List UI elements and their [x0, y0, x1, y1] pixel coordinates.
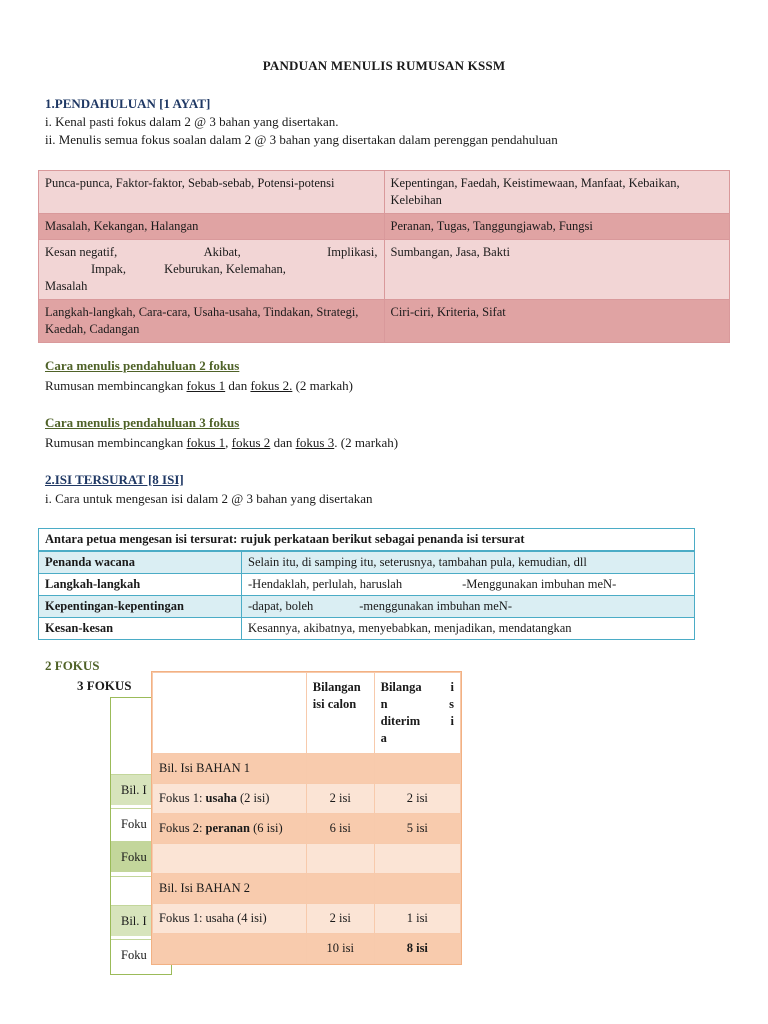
- table-header-cell: Bilangan isi calon: [306, 673, 374, 754]
- table-cell: [374, 754, 460, 784]
- table-row: [39, 596, 695, 618]
- section-heading-isi-tersurat: 2.ISI TERSURAT [8 ISI]: [45, 472, 184, 487]
- header-fragment: i: [450, 714, 454, 728]
- table-cell: Sumbangan, Jasa, Bakti: [384, 240, 730, 300]
- text-segment: (2 isi): [236, 791, 270, 805]
- justified-line: [45, 261, 378, 278]
- row-value: [242, 596, 695, 618]
- table-cell: Peranan, Tugas, Tanggungjawab, Fungsi: [384, 214, 730, 240]
- cell-word: Masalah: [45, 279, 88, 293]
- table-cell: Ciri-ciri, Kriteria, Sifat: [384, 300, 730, 343]
- header-fragment: n: [380, 697, 388, 711]
- fokus-keyword: peranan: [205, 821, 250, 835]
- pendahuluan-line-2: ii. Menulis semua fokus soalan dalam 2 @ 3 bahan yang disertakan dalam perenggan pendahuluan: [45, 132, 558, 147]
- cell-word: Impak,: [91, 262, 127, 276]
- value-part: -Hendaklah, perlulah, haruslah: [248, 577, 403, 591]
- row-key: Penanda wacana: [39, 551, 242, 574]
- table-header-row: [39, 529, 695, 552]
- back-table-row: Foku: [111, 939, 171, 970]
- table-row: [153, 844, 461, 874]
- section-heading-pendahuluan: 1.PENDAHULUAN [1 AYAT]: [45, 96, 211, 111]
- value-part: -Menggunakan imbuhan meN-: [462, 577, 617, 591]
- table-cell: [374, 874, 460, 904]
- cell-word: Keburukan, Kelemahan,: [164, 262, 286, 276]
- text-segment: Fokus 1:: [159, 791, 206, 805]
- back-table-row: Foku: [111, 808, 171, 839]
- row-key: Kepentingan-kepentingan: [39, 596, 242, 618]
- text-segment: ,: [225, 435, 232, 450]
- total-diterima: 8 isi: [374, 934, 460, 964]
- table-header-cell: Antara petua mengesan isi tersurat: rujuk perkataan berikut sebagai penanda isi tersurat: [39, 529, 695, 552]
- table-cell: Fokus 1: usaha (4 isi): [153, 904, 307, 934]
- table-row: [39, 618, 695, 640]
- text-segment: (2 markah): [292, 378, 353, 393]
- text-segment: . (2 markah): [334, 435, 399, 450]
- value-part: -menggunakan imbuhan meN-: [359, 599, 512, 613]
- table-cell: Bil. Isi BAHAN 1: [153, 754, 307, 784]
- table-row: [153, 784, 461, 814]
- row-key: Langkah-langkah: [39, 574, 242, 596]
- fokus-2-label: 2 FOKUS: [45, 658, 100, 673]
- table-row: [39, 551, 695, 574]
- table-cell: [153, 844, 307, 874]
- justified-line: [45, 244, 378, 261]
- fokus-1-underlined: fokus 1: [186, 378, 226, 393]
- table-cell: Kepentingan, Faedah, Keistimewaan, Manfaat, Kebaikan, Kelebihan: [384, 171, 730, 214]
- text-segment: dan: [225, 378, 251, 393]
- table-header-row: [153, 673, 461, 754]
- table-row: [39, 214, 730, 240]
- back-table-row: Foku: [111, 841, 171, 872]
- table-cell: 1 isi: [374, 904, 460, 934]
- row-value: [242, 574, 695, 596]
- fokus-keyword: usaha: [205, 791, 237, 805]
- table-cell: [153, 814, 307, 844]
- cell-word: Implikasi,: [327, 245, 378, 259]
- cara-3-fokus-text: [45, 434, 398, 451]
- table-row: [153, 874, 461, 904]
- fokus-2-underlined: fokus 2.: [250, 378, 293, 393]
- table-cell: 2 isi: [306, 784, 374, 814]
- table-cell: 2 isi: [374, 784, 460, 814]
- row-value: Kesannya, akibatnya, menyebabkan, menjadikan, mendatangkan: [242, 618, 695, 640]
- table-cell: [306, 754, 374, 784]
- fokus-1-underlined: fokus 1: [186, 435, 226, 450]
- fokus-count-table: [151, 671, 462, 965]
- cara-2-fokus-text: [45, 377, 353, 394]
- fokus-3-underlined: fokus 3: [295, 435, 335, 450]
- table-row: [39, 300, 730, 343]
- table-row: [153, 754, 461, 784]
- table-row: [153, 814, 461, 844]
- text-segment: Fokus 2:: [159, 821, 206, 835]
- cara-2-fokus-heading: Cara menulis pendahuluan 2 fokus: [45, 358, 240, 373]
- text-segment: (6 isi): [250, 821, 283, 835]
- page-title: PANDUAN MENULIS RUMUSAN KSSM: [262, 58, 506, 73]
- table-cell: Punca-punca, Faktor-faktor, Sebab-sebab, Potensi-potensi: [39, 171, 385, 214]
- table-row: [153, 904, 461, 934]
- table-cell: 5 isi: [374, 814, 460, 844]
- table-total-row: [153, 934, 461, 964]
- pendahuluan-line-1: i. Kenal pasti fokus dalam 2 @ 3 bahan yang disertakan.: [45, 114, 339, 129]
- header-fragment: Bilanga: [380, 680, 422, 694]
- fokus-3-label: 3 FOKUS: [77, 678, 132, 693]
- header-fragment: diterim: [380, 714, 421, 728]
- table-cell: 6 isi: [306, 814, 374, 844]
- cell-word: Akibat,: [203, 245, 241, 259]
- text-segment: Rumusan membincangkan: [45, 435, 187, 450]
- back-table-row: Bil. I: [111, 905, 171, 936]
- header-fragment: a: [380, 731, 387, 745]
- table-cell: [306, 844, 374, 874]
- isi-tersurat-marker-table: [38, 528, 695, 640]
- row-value: Selain itu, di samping itu, seterusnya, tambahan pula, kemudian, dll: [242, 551, 695, 574]
- table-cell: [39, 240, 385, 300]
- table-cell: Bil. Isi BAHAN 2: [153, 874, 307, 904]
- table-header-cell: [153, 673, 307, 754]
- cara-3-fokus-heading: Cara menulis pendahuluan 3 fokus: [45, 415, 240, 430]
- focus-keyword-table: [38, 170, 730, 343]
- text-segment: Rumusan membincangkan: [45, 378, 187, 393]
- table-row: [39, 240, 730, 300]
- table-cell: [374, 844, 460, 874]
- table-cell: [153, 934, 307, 964]
- text-segment: dan: [270, 435, 296, 450]
- row-key: Kesan-kesan: [39, 618, 242, 640]
- value-part: -dapat, boleh: [248, 599, 314, 613]
- header-fragment: i: [450, 680, 454, 694]
- table-row: [39, 574, 695, 596]
- back-table-row: Bil. I: [111, 774, 171, 805]
- table-cell: [306, 874, 374, 904]
- total-calon: 10 isi: [306, 934, 374, 964]
- table-cell: Langkah-langkah, Cara-cara, Usaha-usaha, Tindakan, Strategi, Kaedah, Cadangan: [39, 300, 385, 343]
- table-header-cell: [374, 673, 460, 754]
- table-row: [39, 171, 730, 214]
- table-cell: Masalah, Kekangan, Halangan: [39, 214, 385, 240]
- table-cell: [153, 784, 307, 814]
- fokus-2-underlined: fokus 2: [231, 435, 271, 450]
- cell-word: Kesan negatif,: [45, 245, 118, 259]
- header-fragment: s: [449, 697, 454, 711]
- table-cell: 2 isi: [306, 904, 374, 934]
- isi-tersurat-line: i. Cara untuk mengesan isi dalam 2 @ 3 bahan yang disertakan: [45, 491, 373, 506]
